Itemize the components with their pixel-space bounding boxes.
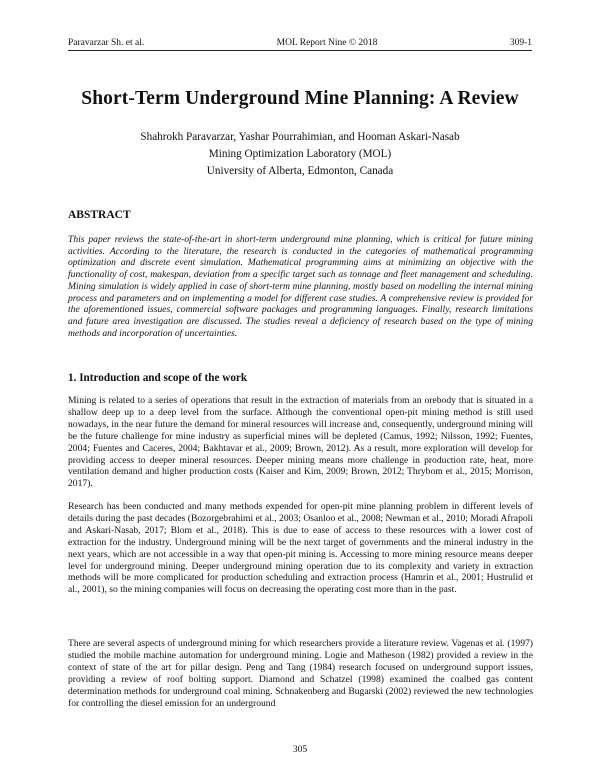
abstract-heading: ABSTRACT (68, 209, 131, 221)
author-university: University of Alberta, Edmonton, Canada (206, 165, 394, 177)
abstract-text: This paper reviews the state-of-the-art in short-term underground mine planning, which is critical for future mining activities. According to the literature, the research is conducted in the categories of mathematical programming optimization and discrete event simulation. Mathematical programming aims at minimizing an objective with the functionality of cost, makespan, deviation from a specific target such as tonnage and fleet management and scheduling. Mining simulation is widely applied in case of short-term mine planning, mostly based on modelling the internal mining process and parameters and on implementing a model for different case studies. A comprehensive review is provided for the aforementioned issues, commercial software packages and programming languages. Finally, research limitations and future area investigation are discussed. The studies reveal a deficiency of research based on the type of mining methods and incorporation of uncertainties. (68, 234, 533, 339)
author-names: Shahrokh Paravarzar, Yashar Pourrahimian, and Hooman Askari-Nasab (140, 131, 460, 143)
section-heading: 1. Introduction and scope of the work (68, 372, 248, 384)
page-number: 305 (292, 745, 308, 755)
author-block (60, 129, 540, 180)
running-head-report: MOL Report Nine © 2018 (276, 38, 378, 48)
author-lab: Mining Optimization Laboratory (MOL) (208, 148, 392, 160)
body-paragraph: Research has been conducted and many methods expended for open-pit mine planning problem in different levels of details during the past decades (Bozorgebrahimi et al., 2003; Osanloo et al., 2008; Newman et al., 2010; Moradi Afrapoli and Askari-Nasab, 2017; Blom et al., 2018). This is due to ease of access to these resources with a lower cost of extraction for the industry. Underground mining will be the next target of governments and the mineral industry in the next years, which are not accessible in a way that open-pit mining is. Accessing to more mining resource means deeper level for underground mining. Deeper underground mining operation due to its complexity and variety in extraction methods will be more complicated for production scheduling and extraction process (Hamrin et al., 2001; Hustrulid et al., 2001), so the mining companies will focus on decreasing the operating cost more than in the past. (68, 501, 533, 596)
body-paragraph: Mining is related to a series of operations that result in the extraction of materials from an orebody that is situated in a shallow deep up to a deep level from the surface. Although the conventional open-pit mining method is still used nowadays, in the near future the demand for mineral resources will increase and, consequently, underground mining will be the future challenge for mine industry as superficial mines will be depleted (Camus, 1992; Nilsson, 1992; Fuentes, 2004; Fuentes and Caceres, 2004; Bakhtavar et al., 2009; Brown, 2012). As a result, more exploration will develop for providing access to deeper mineral resources. Deeper mining means more challenge in production rate, heat, more ventilation demand and higher production costs (Kaiser and Kim, 2009; Brown, 2012; Thrybom et al., 2015; Morrison, 2017). (68, 395, 533, 490)
running-head-page-id: 309-1 (509, 38, 532, 48)
header-rule (68, 50, 532, 51)
running-head (68, 34, 532, 48)
paper-title: Short-Term Underground Mine Planning: A Review (81, 88, 519, 109)
running-head-authors: Paravarzar Sh. et al. (68, 38, 145, 48)
body-paragraph: There are several aspects of underground mining for which researchers provide a literature review. Vagenas et al. (1997) studied the mobile machine automation for underground mining. Logie and Matheson (1982) provided a review in the context of state of the art for pillar design. Peng and Tang (1984) research focused on underground support issues, providing a review of roof bolting support. Diamond and Schatzel (1998) examined the coalbed gas content determination methods for underground coal mining. Schnakenberg and Bugarski (2002) reviewed the new technologies for controlling the diesel emission for an underground (68, 638, 533, 709)
